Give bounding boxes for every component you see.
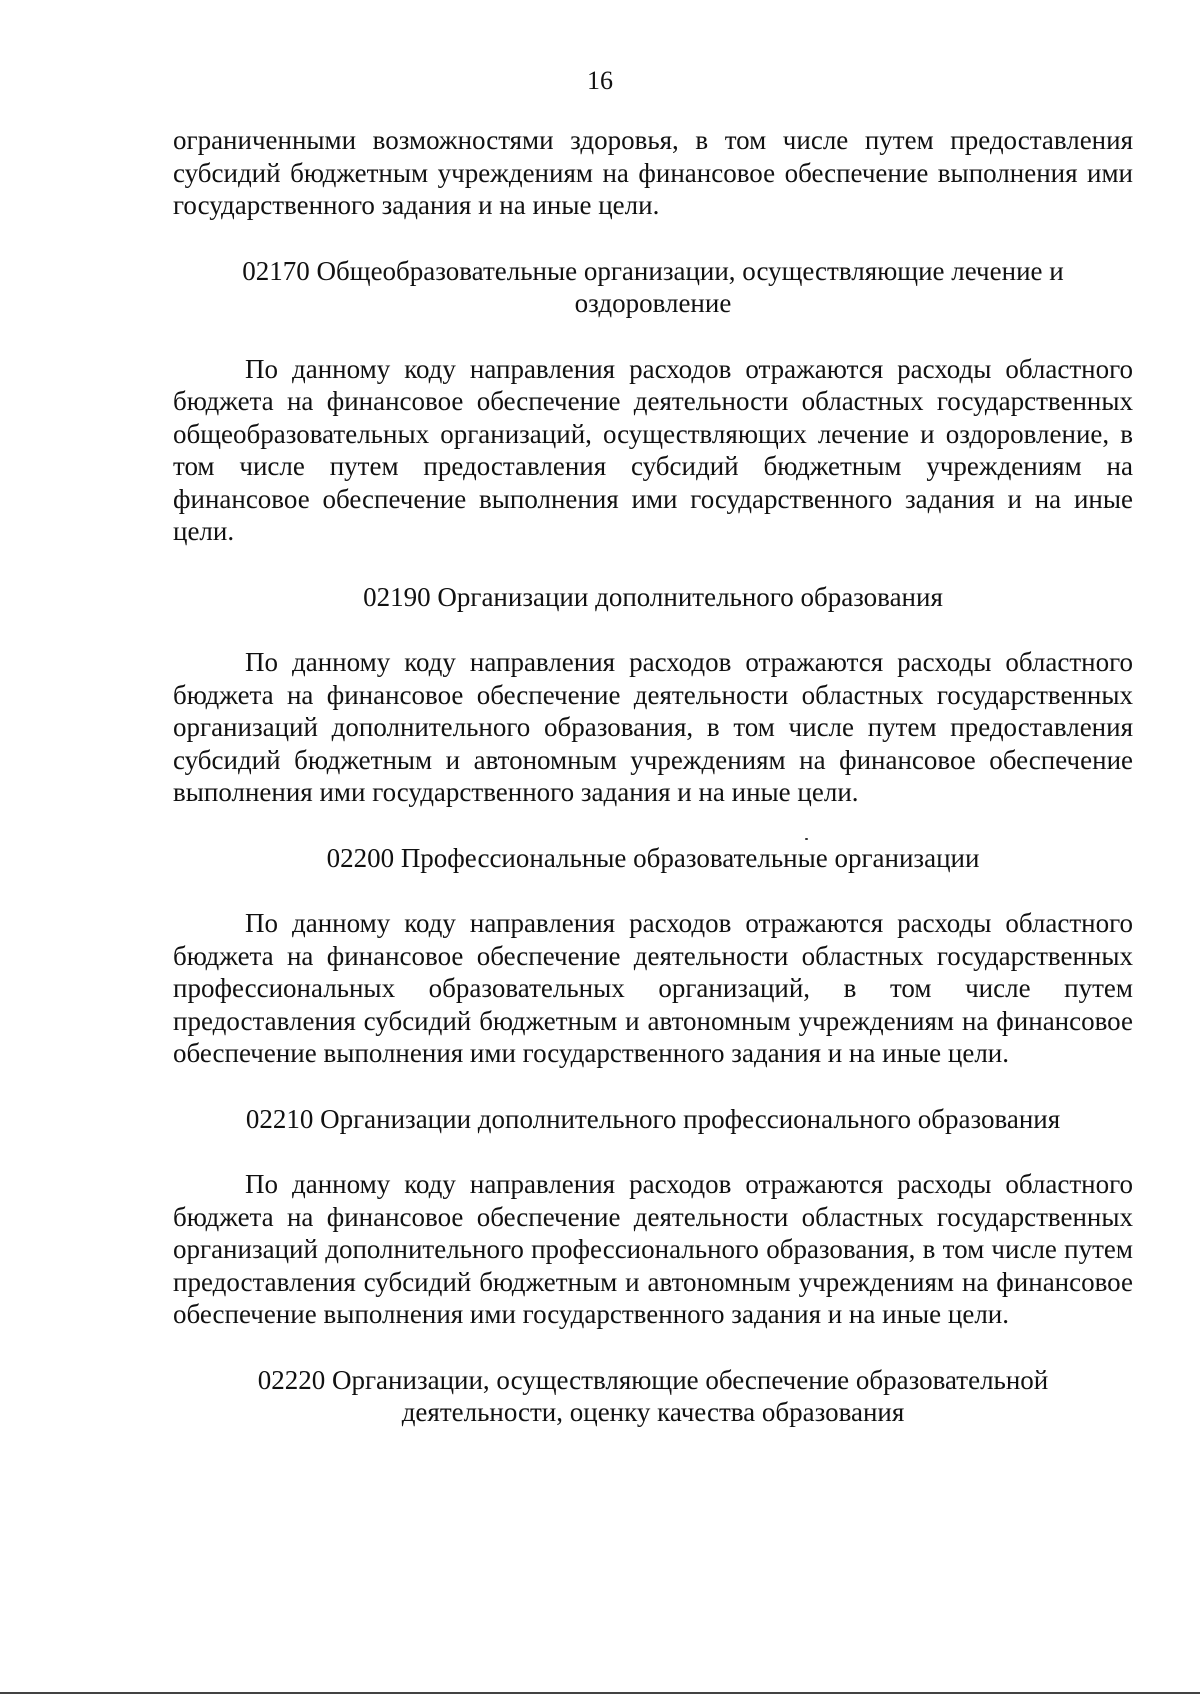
section-heading-02210: 02210 Организации дополнительного профессионального образования xyxy=(245,1103,1061,1134)
section-heading-02220: 02220 Организации, осуществляющие обеспечение образовательной деятельности, оценку качества образования xyxy=(257,1364,1049,1427)
section-body-02170: По данному коду направления расходов отражаются расходы областного бюджета на финансовое обеспечение деятельности областных государственных общеобразовательных организаций, осуществляющих лечение и оздоровление, в том числе путем предоставления субсидий бюджетным учреждениям на финансовое обеспечение выполнения ими государственного задания и на иные цели. xyxy=(173,353,1133,546)
section-heading-02170: 02170 Общеобразовательные организации, осуществляющие лечение и оздоровление xyxy=(242,255,1064,318)
spacer xyxy=(173,1135,1133,1168)
section-heading-02200: 02200 Профессиональные образовательные организации xyxy=(326,842,980,873)
spacer xyxy=(173,1331,1133,1364)
section-body-02210: По данному коду направления расходов отражаются расходы областного бюджета на финансовое обеспечение деятельности областных государственных организаций дополнительного профессионального образования, в том числе путем предоставления субсидий бюджетным и автономным учреждениям на финансовое обеспечение выполнения ими государственного задания и на иные цели. xyxy=(173,1169,1133,1329)
spacer xyxy=(173,809,1133,842)
section-body-02190: По данному коду направления расходов отражаются расходы областного бюджета на финансовое обеспечение деятельности областных государственных организаций дополнительного образования, в том числе путем предоставления субсидий бюджетным и автономным учреждениям на финансовое обеспечение выполнения ими государственного задания и на иные цели. xyxy=(173,647,1133,807)
spacer xyxy=(173,874,1133,907)
intro-paragraph: ограниченными возможностями здоровья, в том числе путем предоставления субсидий бюджетным учреждениям на финансовое обеспечение выполнения ими государственного задания и на иные цели. xyxy=(173,125,1133,220)
spacer xyxy=(173,222,1133,255)
spacer xyxy=(173,320,1133,353)
scan-speck xyxy=(805,838,808,840)
section-body-02200: По данному коду направления расходов отражаются расходы областного бюджета на финансовое обеспечение деятельности областных государственных профессиональных образовательных организаций, в том числе путем предоставления субсидий бюджетным и автономным учреждениям на финансовое обеспечение выполнения ими государственного задания и на иные цели. xyxy=(173,908,1133,1068)
section-heading-02190: 02190 Организации дополнительного образования xyxy=(363,581,943,612)
document-body xyxy=(173,124,1133,1429)
page-number: 16 xyxy=(587,66,613,95)
spacer xyxy=(173,1070,1133,1103)
scan-bottom-edge xyxy=(0,1692,1200,1694)
spacer xyxy=(173,548,1133,581)
spacer xyxy=(173,613,1133,646)
